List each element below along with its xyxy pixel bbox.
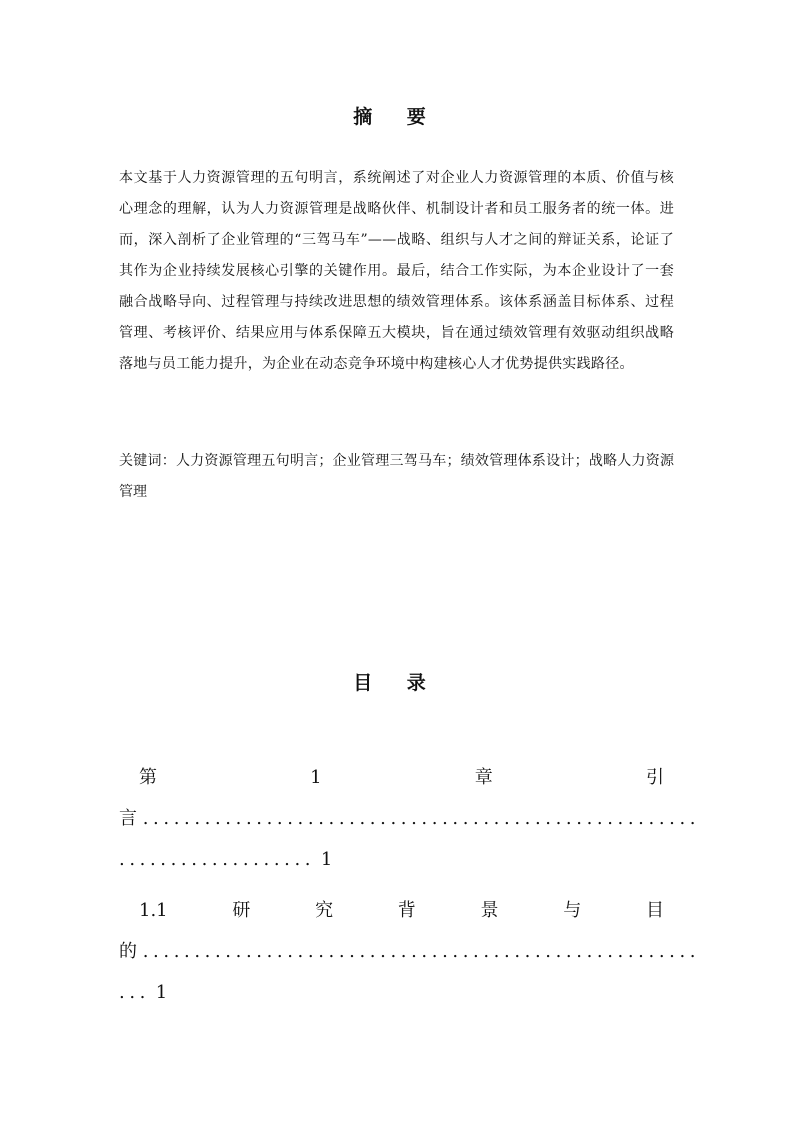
toc-leader-dots: ................... [119, 849, 316, 870]
toc-entry-page-line [119, 839, 664, 880]
toc-word: 究 [315, 900, 334, 921]
toc-entry-leader-line [119, 798, 701, 839]
toc-word: 言 [119, 808, 137, 829]
toc-leader-dots: ... [119, 982, 150, 1003]
toc-entry-page-line [119, 972, 664, 1013]
toc-entry[interactable] [119, 890, 701, 1013]
toc-entry-leader-line [119, 931, 701, 972]
toc-word: 引 [645, 767, 664, 788]
toc-word: 1.1 [139, 900, 168, 921]
toc-page-number: 1 [155, 982, 168, 1003]
toc-title: 目 录 [353, 672, 440, 694]
toc-page-number: 1 [320, 849, 333, 870]
toc-entry-title-line [119, 890, 664, 931]
keywords-line: 关键词：人力资源管理五句明言；企业管理三驾马车；绩效管理体系设计；战略人力资源管理 [119, 453, 674, 500]
toc-word: 1 [310, 767, 322, 788]
toc-leader-dots: ...................................................... [142, 808, 701, 829]
toc-word: 与 [563, 900, 582, 921]
toc-entry-title-line [119, 757, 664, 798]
abstract-title: 摘 要 [353, 106, 440, 128]
toc-word: 背 [397, 900, 416, 921]
toc-word: 第 [139, 767, 157, 788]
toc-leader-dots: ...................................................... [142, 941, 701, 962]
toc-word: 研 [232, 900, 251, 921]
toc-word: 的 [119, 941, 137, 962]
toc-word: 景 [480, 900, 499, 921]
abstract-body: 本文基于人力资源管理的五句明言，系统阐述了对企业人力资源管理的本质、价值与核心理念的理解，认为人力资源管理是战略伙伴、机制设计者和员工服务者的统一体。进而，深入剖析了企业管理的“三驾马车”——战略、组织与人才之间的辩证关系，论证了其作为企业持续发展核心引擎的关键作用。最后，结合工作实际，为本企业设计了一套融合战略导向、过程管理与持续改进思想的绩效管理体系。该体系涵盖目标体系、过程管理、考核评价、结果应用与体系保障五大模块，旨在通过绩效管理有效驱动组织战略落地与员工能力提升，为企业在动态竞争环境中构建核心人才优势提供实践路径。 [119, 170, 674, 372]
toc-entry[interactable] [119, 757, 701, 880]
toc-word: 目 [645, 900, 664, 921]
toc-word: 章 [474, 767, 493, 788]
